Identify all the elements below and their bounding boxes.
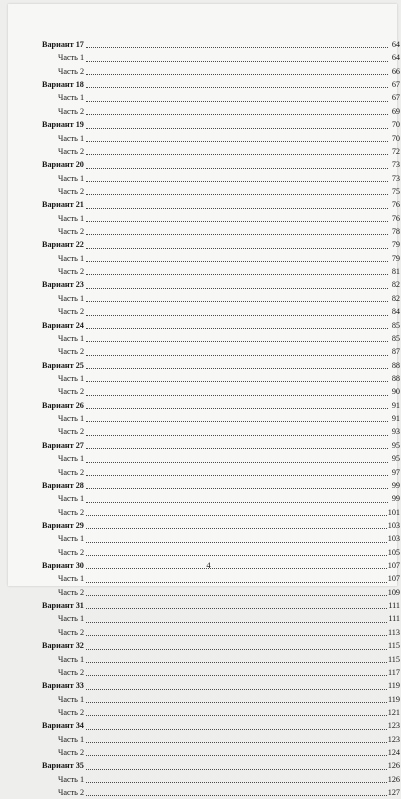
- dot-leader: [86, 260, 388, 262]
- toc-entry-label: Часть 2: [58, 788, 85, 798]
- toc-entry-label: Часть 2: [58, 507, 85, 517]
- toc-entry-label: Часть 2: [58, 146, 85, 156]
- toc-entry-label: Часть 1: [58, 774, 85, 784]
- toc-entry-page: 75: [391, 186, 400, 196]
- toc-entry-page: 99: [391, 494, 400, 504]
- toc-entry-page: 67: [391, 80, 400, 90]
- dot-leader: [86, 420, 388, 422]
- toc-part-row: [42, 612, 400, 625]
- toc-entry-label: Вариант 35: [42, 761, 84, 771]
- toc-entry-label: Часть 2: [58, 267, 85, 277]
- toc-entry-label: Часть 1: [58, 494, 85, 504]
- toc-entry-page: 111: [388, 601, 400, 611]
- toc-entry-page: 107: [387, 561, 400, 571]
- toc-entry-page: 95: [391, 440, 400, 450]
- toc-entry-label: Часть 2: [58, 707, 85, 717]
- toc-entry-label: Часть 2: [58, 186, 85, 196]
- toc-entry-label: Часть 2: [58, 748, 85, 758]
- toc-part-row: [42, 412, 400, 425]
- toc-part-row: [42, 345, 400, 358]
- toc-entry-page: 64: [391, 40, 400, 49]
- toc-entry-page: 85: [391, 333, 400, 343]
- toc-part-row: [42, 466, 400, 479]
- toc-part-row: [42, 733, 400, 746]
- dot-leader: [86, 701, 387, 703]
- toc-entry-label: Вариант 19: [42, 120, 84, 130]
- toc-entry-page: 85: [391, 320, 400, 330]
- toc-variant-row: [42, 439, 400, 452]
- toc-entry-label: Вариант 27: [42, 440, 84, 450]
- dot-leader: [86, 60, 388, 62]
- dot-leader: [86, 541, 387, 543]
- page-number: 4: [206, 560, 211, 570]
- toc-entry-page: 115: [388, 654, 400, 664]
- dot-leader: [86, 794, 387, 796]
- toc-entry-page: 111: [388, 614, 400, 624]
- toc-entry-page: 91: [391, 400, 400, 410]
- dot-leader: [86, 621, 387, 623]
- dot-leader: [86, 300, 388, 302]
- dot-leader: [86, 594, 387, 596]
- dot-leader: [86, 100, 388, 102]
- toc-entry-page: 126: [387, 761, 400, 771]
- dot-leader: [86, 581, 387, 583]
- toc-entry-page: 88: [391, 373, 400, 383]
- toc-part-row: [42, 252, 400, 265]
- dot-leader: [86, 474, 388, 476]
- dot-leader: [86, 674, 387, 676]
- toc-entry-label: Часть 1: [58, 333, 85, 343]
- toc-part-row: [42, 332, 400, 345]
- toc-part-row: [42, 773, 400, 786]
- toc-entry-page: 109: [387, 587, 400, 597]
- toc-entry-page: 124: [387, 748, 400, 758]
- table-of-contents: [42, 38, 400, 799]
- toc-variant-row: [42, 78, 400, 91]
- toc-variant-row: [42, 599, 400, 612]
- toc-variant-row: [42, 519, 400, 532]
- dot-leader: [86, 167, 388, 169]
- dot-leader: [86, 461, 388, 463]
- dot-leader: [86, 327, 388, 329]
- toc-entry-label: Часть 1: [58, 414, 85, 424]
- toc-part-row: [42, 91, 400, 104]
- toc-entry-page: 99: [391, 480, 400, 490]
- toc-entry-label: Часть 1: [58, 253, 85, 263]
- toc-entry-page: 115: [388, 641, 400, 651]
- toc-part-row: [42, 265, 400, 278]
- dot-leader: [86, 73, 388, 75]
- toc-entry-page: 105: [387, 547, 400, 557]
- toc-variant-row: [42, 399, 400, 412]
- toc-entry-page: 88: [391, 360, 400, 370]
- toc-entry-page: 87: [391, 347, 400, 357]
- toc-variant-row: [42, 319, 400, 332]
- toc-entry-label: Часть 1: [58, 293, 85, 303]
- dot-leader: [86, 781, 387, 783]
- toc-entry-page: 107: [387, 574, 400, 584]
- toc-part-row: [42, 225, 400, 238]
- toc-variant-row: [42, 38, 400, 51]
- dot-leader: [86, 501, 388, 503]
- toc-variant-row: [42, 639, 400, 652]
- toc-entry-label: Часть 1: [58, 574, 85, 584]
- document-page: [8, 4, 400, 798]
- toc-part-row: [42, 292, 400, 305]
- toc-entry-label: Часть 1: [58, 213, 85, 223]
- toc-part-row: [42, 572, 400, 585]
- dot-leader: [86, 754, 387, 756]
- dot-leader: [86, 127, 388, 129]
- toc-entry-label: Вариант 26: [42, 400, 84, 410]
- dot-leader: [86, 113, 388, 115]
- dot-leader: [86, 367, 388, 369]
- toc-entry-page: 76: [391, 200, 400, 210]
- toc-variant-row: [42, 719, 400, 732]
- toc-entry-label: Часть 2: [58, 627, 85, 637]
- toc-variant-row: [42, 479, 400, 492]
- dot-leader: [86, 46, 388, 48]
- toc-entry-page: 119: [388, 694, 400, 704]
- toc-variant-row: [42, 198, 400, 211]
- toc-part-row: [42, 105, 400, 118]
- dot-leader: [86, 728, 387, 730]
- toc-entry-label: Вариант 33: [42, 681, 84, 691]
- dot-leader: [86, 661, 387, 663]
- toc-entry-label: Вариант 20: [42, 160, 84, 170]
- toc-part-row: [42, 786, 400, 799]
- toc-part-row: [42, 626, 400, 639]
- toc-part-row: [42, 372, 400, 385]
- toc-entry-page: 84: [391, 307, 400, 317]
- toc-entry-page: 69: [391, 106, 400, 116]
- toc-entry-label: Вариант 30: [42, 561, 84, 571]
- toc-entry-label: Часть 1: [58, 534, 85, 544]
- toc-entry-page: 121: [387, 707, 400, 717]
- toc-entry-page: 91: [391, 414, 400, 424]
- toc-part-row: [42, 532, 400, 545]
- toc-entry-page: 78: [391, 227, 400, 237]
- toc-entry-label: Вариант 24: [42, 320, 84, 330]
- toc-entry-page: 82: [391, 293, 400, 303]
- toc-entry-page: 103: [387, 520, 400, 530]
- toc-part-row: [42, 746, 400, 759]
- toc-part-row: [42, 185, 400, 198]
- toc-entry-label: Часть 1: [58, 734, 85, 744]
- toc-entry-page: 76: [391, 213, 400, 223]
- toc-entry-label: Часть 2: [58, 347, 85, 357]
- toc-part-row: [42, 425, 400, 438]
- toc-entry-label: Часть 2: [58, 387, 85, 397]
- toc-entry-page: 67: [391, 93, 400, 103]
- dot-leader: [86, 140, 388, 142]
- dot-leader: [86, 514, 387, 516]
- dot-leader: [86, 180, 388, 182]
- toc-part-row: [42, 145, 400, 158]
- toc-part-row: [42, 452, 400, 465]
- toc-entry-page: 123: [387, 734, 400, 744]
- dot-leader: [86, 527, 387, 529]
- toc-entry-label: Часть 1: [58, 614, 85, 624]
- toc-part-row: [42, 546, 400, 559]
- toc-entry-page: 72: [391, 146, 400, 156]
- dot-leader: [86, 247, 388, 249]
- dot-leader: [86, 648, 387, 650]
- dot-leader: [86, 220, 388, 222]
- dot-leader: [86, 380, 388, 382]
- toc-entry-page: 117: [388, 667, 400, 677]
- toc-variant-row: [42, 278, 400, 291]
- toc-part-row: [42, 212, 400, 225]
- toc-part-row: [42, 693, 400, 706]
- dot-leader: [86, 193, 388, 195]
- dot-leader: [86, 634, 387, 636]
- toc-entry-page: 73: [391, 173, 400, 183]
- toc-entry-page: 95: [391, 454, 400, 464]
- toc-entry-label: Часть 1: [58, 93, 85, 103]
- toc-entry-page: 101: [387, 507, 400, 517]
- toc-part-row: [42, 51, 400, 64]
- dot-leader: [86, 434, 388, 436]
- toc-variant-row: [42, 118, 400, 131]
- dot-leader: [86, 607, 387, 609]
- dot-leader: [86, 354, 388, 356]
- toc-entry-page: 93: [391, 427, 400, 437]
- toc-variant-row: [42, 158, 400, 171]
- toc-entry-label: Часть 2: [58, 667, 85, 677]
- toc-part-row: [42, 706, 400, 719]
- toc-part-row: [42, 385, 400, 398]
- toc-part-row: [42, 305, 400, 318]
- toc-variant-row: [42, 359, 400, 372]
- toc-entry-page: 81: [391, 267, 400, 277]
- toc-entry-label: Часть 2: [58, 227, 85, 237]
- toc-entry-page: 70: [391, 133, 400, 143]
- toc-entry-page: 79: [391, 253, 400, 263]
- toc-variant-row: [42, 238, 400, 251]
- dot-leader: [86, 273, 388, 275]
- dot-leader: [86, 487, 388, 489]
- toc-entry-label: Вариант 28: [42, 480, 84, 490]
- toc-entry-label: Часть 1: [58, 654, 85, 664]
- toc-entry-label: Вариант 31: [42, 601, 84, 611]
- toc-entry-page: 79: [391, 240, 400, 250]
- toc-entry-label: Часть 1: [58, 133, 85, 143]
- toc-entry-label: Часть 1: [58, 373, 85, 383]
- toc-entry-label: Вариант 22: [42, 240, 84, 250]
- toc-part-row: [42, 586, 400, 599]
- toc-entry-label: Часть 2: [58, 106, 85, 116]
- toc-entry-label: Вариант 18: [42, 80, 84, 90]
- toc-variant-row: [42, 679, 400, 692]
- toc-entry-page: 90: [391, 387, 400, 397]
- toc-entry-label: Часть 1: [58, 173, 85, 183]
- toc-entry-label: Вариант 29: [42, 520, 84, 530]
- toc-entry-page: 82: [391, 280, 400, 290]
- dot-leader: [86, 407, 388, 409]
- toc-entry-label: Часть 2: [58, 66, 85, 76]
- toc-part-row: [42, 172, 400, 185]
- toc-entry-page: 73: [391, 160, 400, 170]
- dot-leader: [86, 287, 388, 289]
- dot-leader: [86, 233, 388, 235]
- dot-leader: [86, 688, 387, 690]
- dot-leader: [86, 340, 388, 342]
- toc-part-row: [42, 506, 400, 519]
- toc-entry-label: Часть 2: [58, 547, 85, 557]
- toc-entry-page: 123: [387, 721, 400, 731]
- toc-entry-label: Часть 2: [58, 587, 85, 597]
- toc-entry-label: Часть 1: [58, 454, 85, 464]
- toc-variant-row: [42, 759, 400, 772]
- toc-entry-label: Часть 2: [58, 307, 85, 317]
- toc-entry-page: 66: [391, 66, 400, 76]
- toc-part-row: [42, 132, 400, 145]
- toc-entry-page: 70: [391, 120, 400, 130]
- toc-entry-label: Вариант 17: [42, 40, 84, 49]
- toc-entry-label: Вариант 23: [42, 280, 84, 290]
- toc-entry-page: 103: [387, 534, 400, 544]
- toc-entry-label: Вариант 34: [42, 721, 84, 731]
- dot-leader: [86, 447, 388, 449]
- toc-part-row: [42, 65, 400, 78]
- toc-entry-label: Часть 1: [58, 694, 85, 704]
- toc-entry-label: Вариант 32: [42, 641, 84, 651]
- dot-leader: [86, 394, 388, 396]
- toc-entry-page: 126: [387, 774, 400, 784]
- toc-entry-label: Часть 2: [58, 427, 85, 437]
- toc-entry-label: Часть 1: [58, 53, 85, 63]
- toc-entry-label: Часть 2: [58, 467, 85, 477]
- toc-part-row: [42, 666, 400, 679]
- toc-part-row: [42, 653, 400, 666]
- toc-entry-label: Вариант 25: [42, 360, 84, 370]
- dot-leader: [86, 207, 388, 209]
- dot-leader: [86, 314, 388, 316]
- toc-entry-page: 127: [387, 788, 400, 798]
- dot-leader: [86, 153, 388, 155]
- toc-entry-page: 113: [388, 627, 400, 637]
- dot-leader: [86, 741, 387, 743]
- toc-entry-page: 97: [391, 467, 400, 477]
- dot-leader: [86, 86, 388, 88]
- toc-entry-page: 119: [388, 681, 400, 691]
- toc-entry-page: 64: [391, 53, 400, 63]
- toc-entry-label: Вариант 21: [42, 200, 84, 210]
- dot-leader: [86, 554, 387, 556]
- dot-leader: [86, 768, 387, 770]
- toc-part-row: [42, 492, 400, 505]
- dot-leader: [86, 714, 387, 716]
